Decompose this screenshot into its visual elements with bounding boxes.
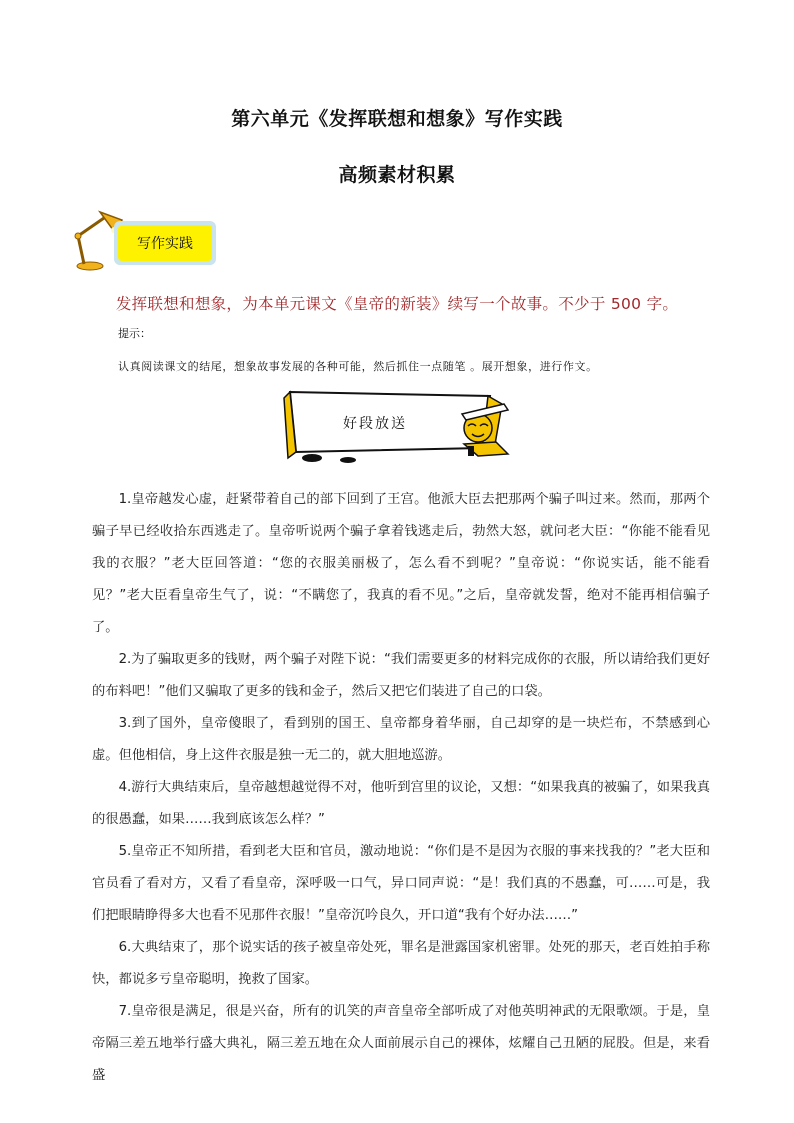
paragraph: 6.大典结束了，那个说实话的孩子被皇帝处死，罪名是泄露国家机密罪。处死的那天，老百姓拍手称快，都说多亏皇帝聪明，挽救了国家。 xyxy=(92,940,710,987)
paragraph: 4.游行大典结束后，皇帝越想越觉得不对，他听到宫里的议论，又想：“如果我真的被骗了，如果我真的很愚蠢，如果……我到底该怎么样？” xyxy=(92,780,710,827)
paragraph: 7.皇帝很是满足，很是兴奋，所有的讥笑的声音皇帝全部听成了对他英明神武的无限歌颂。于是，皇帝隔三差五地举行盛大典礼，隔三差五地在众人面前展示自己的裸体，炫耀自己丑陋的屁股。但是，来看盛 xyxy=(92,1004,710,1083)
paragraph: 3.到了国外，皇帝傻眼了，看到别的国王、皇帝都身着华丽，自己却穿的是一块烂布，不禁感到心虚。但他相信，身上这件衣服是独一无二的，就大胆地巡游。 xyxy=(92,716,710,763)
banner-label: 好段放送 xyxy=(343,416,407,432)
section-badge xyxy=(114,221,216,265)
page-subtitle: 高频素材积累 xyxy=(338,164,456,186)
hint-text: 认真阅读课文的结尾，想象故事发展的各种可能，然后抓住一点随笔 。展开想象，进行作文。 xyxy=(118,360,598,373)
paragraph: 2.为了骗取更多的钱财，两个骗子对陛下说：“我们需要更多的材料完成你的衣服，所以请给我们更好的布料吧！”他们又骗取了更多的钱和金子，然后又把它们装进了自己的口袋。 xyxy=(92,652,710,699)
paragraph: 5.皇帝正不知所措，看到老大臣和官员，激动地说：“你们是不是因为衣服的事来找我的？”老大臣和官员看了看对方，又看了看皇帝，深呼吸一口气，异口同声说：“是！我们真的不愚蠢，可……可是，我们把眼睛睁得多大也看不见那件衣服！”皇帝沉吟良久，开口道“我有个好办法……” xyxy=(92,844,710,923)
writing-prompt: 发挥联想和想象，为本单元课文《皇帝的新装》续写一个故事。不少于 500 字。 xyxy=(115,295,679,313)
section-badge-label: 写作实践 xyxy=(118,225,212,261)
paragraph-list xyxy=(92,484,710,1092)
paragraph: 1.皇帝越发心虚，赶紧带着自己的部下回到了王宫。他派大臣去把那两个骗子叫过来。然而，那两个骗子早已经收拾东西逃走了。皇帝听说两个骗子拿着钱逃走后，勃然大怒，就问老大臣：“你能不能看见我的衣服？”老大臣回答道：“您的衣服美丽极了，怎么看不到呢？”皇帝说：“你说实话，能不能看见？”老大臣看皇帝生气了，说：“不瞒您了，我真的看不见。”之后，皇帝就发誓，绝对不能再相信骗子了。 xyxy=(92,492,710,635)
page-title: 第六单元《发挥联想和想象》写作实践 xyxy=(231,108,563,130)
hint-label: 提示： xyxy=(118,327,151,340)
